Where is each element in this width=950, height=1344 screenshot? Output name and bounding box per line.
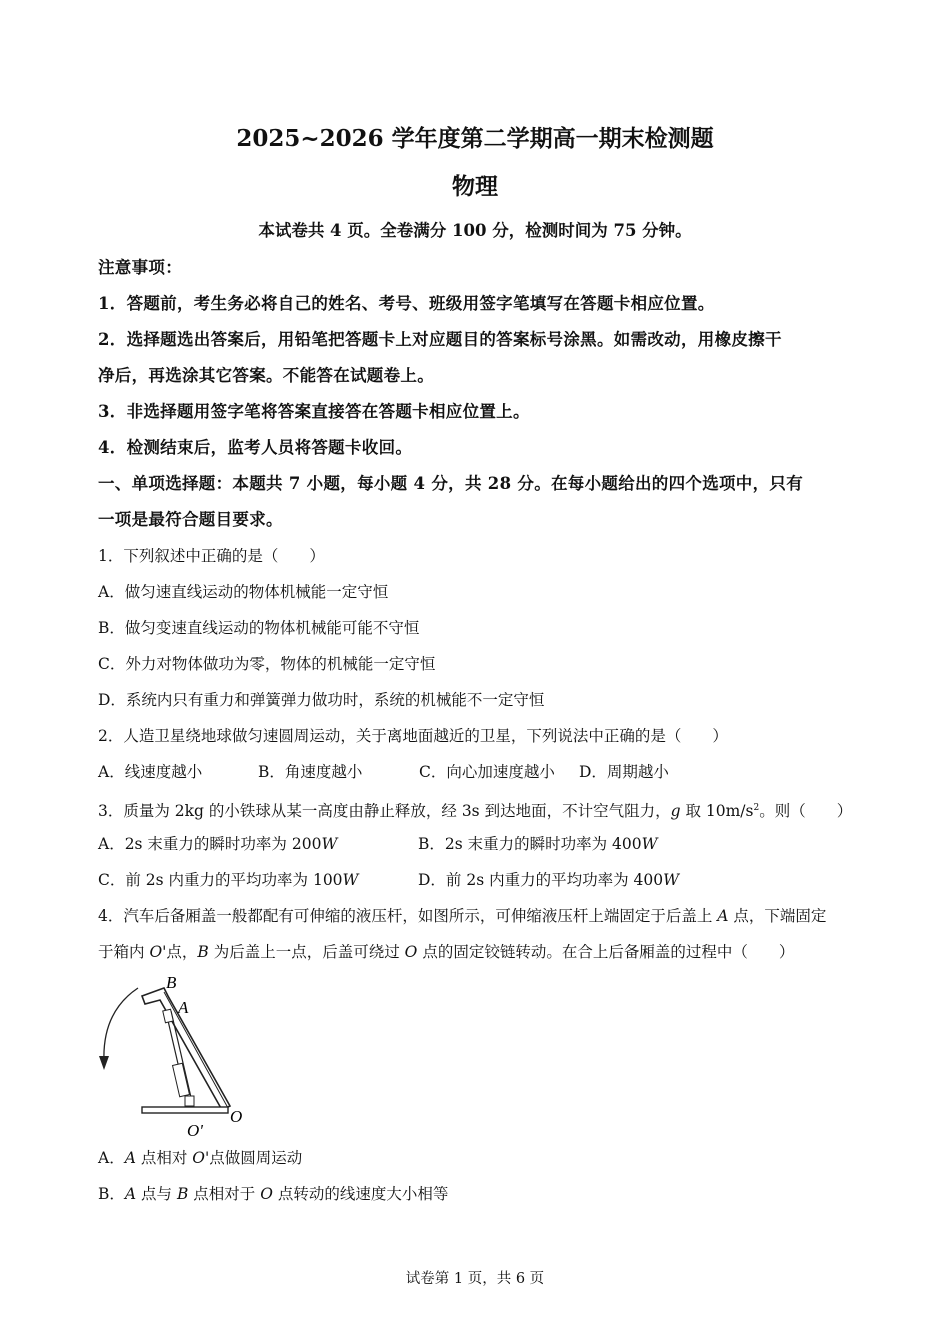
- question-4-option-b: [98, 1183, 448, 1205]
- option-text: B．2s 末重力的瞬时功率为 400: [418, 835, 642, 853]
- question-1-stem: 1．下列叙述中正确的是（ ）: [98, 547, 325, 565]
- option-text: A．: [98, 1149, 125, 1167]
- question-2-option-a: A．线速度越小: [98, 763, 203, 781]
- option-text: C．前 2s 内重力的平均功率为 100: [98, 871, 343, 889]
- question-3-option-a: [98, 833, 337, 855]
- label-b: B: [166, 973, 177, 992]
- question-1-option-d: D．系统内只有重力和弹簧弹力做功时，系统的机械能不一定守恒: [98, 691, 545, 709]
- stem-text: 为后盖上一点，后盖可绕过: [208, 943, 405, 961]
- stem-text: 点，: [166, 943, 198, 961]
- question-3-stem-text: 取 10m/s: [680, 802, 754, 821]
- stem-text: 于箱内: [98, 943, 150, 961]
- question-3-stem-text: 。则（ ）: [759, 802, 853, 821]
- rotation-arrow: [104, 988, 138, 1062]
- question-2-option-b: B．角速度越小: [258, 763, 363, 781]
- superscript: 2: [753, 803, 760, 813]
- point-b: B: [197, 943, 209, 961]
- option-text: D．前 2s 内重力的平均功率为 400: [418, 871, 664, 889]
- question-2-option-d: D．周期越小: [579, 763, 669, 781]
- option-text: 点相对: [135, 1149, 193, 1167]
- exam-intro: 本试卷共 4 页。全卷满分 100 分，检测时间为 75 分钟。: [258, 221, 692, 240]
- arrow-head-icon: [99, 1056, 109, 1070]
- section-heading-cont: 一项是最符合题目要求。: [98, 510, 283, 529]
- label-o-prime: O': [187, 1121, 203, 1140]
- notice-item: 4．检测结束后，监考人员将答题卡收回。: [98, 438, 413, 457]
- notice-item: 3．非选择题用签字笔将答案直接答在答题卡相应位置上。: [98, 402, 530, 421]
- unit-symbol: W: [321, 835, 338, 853]
- question-1-option-b: B．做匀变速直线运动的物体机械能可能不守恒: [98, 619, 420, 637]
- question-2-stem: 2．人造卫星绕地球做匀速圆周运动，关于离地面越近的卫星，下列说法中正确的是（ ）: [98, 727, 728, 745]
- option-text: 点相对于: [188, 1185, 261, 1203]
- point-a: A: [124, 1149, 136, 1167]
- point-a: A: [124, 1185, 137, 1203]
- notice-item: 2．选择题选出答案后，用铅笔把答题卡上对应题目的答案标号涂黑。如需改动，用橡皮擦干: [98, 330, 782, 349]
- question-1-option-c: C．外力对物体做功为零，物体的机械能一定守恒: [98, 655, 436, 673]
- point-o-prime: O': [192, 1149, 210, 1167]
- option-text: 点转动的线速度大小相等: [272, 1185, 449, 1203]
- point-b: B: [176, 1185, 189, 1203]
- option-text: 点做圆周运动: [209, 1149, 303, 1167]
- question-2-option-c: C．向心加速度越小: [419, 763, 555, 781]
- point-o: O: [404, 943, 418, 961]
- stem-text: 点的固定铰链转动。在合上后备厢盖的过程中（ ）: [417, 943, 795, 961]
- option-text: B．: [98, 1185, 125, 1203]
- question-3-option-c: [98, 869, 358, 891]
- exam-title: 2025~2026 学年度第二学期高一期末检测题: [236, 125, 714, 152]
- notice-item: 净后，再选涂其它答案。不能答在试题卷上。: [98, 366, 434, 385]
- point-o: O: [260, 1185, 273, 1203]
- trunk-base: [142, 1107, 228, 1113]
- question-4-stem: [98, 905, 826, 927]
- question-3-stem: [98, 797, 852, 822]
- section-heading: 一、单项选择题：本题共 7 小题，每小题 4 分，共 28 分。在每小题给出的四个选项中，只有: [98, 474, 803, 493]
- question-3-option-d: [418, 869, 679, 891]
- stem-text: 4．汽车后备厢盖一般都配有可伸缩的液压杆，如图所示，可伸缩液压杆上端固定于后盖上: [98, 907, 718, 925]
- question-4-option-a: [98, 1147, 302, 1169]
- lid-edge: [164, 992, 228, 1108]
- option-text: 点与: [136, 1185, 177, 1203]
- subject-title: 物理: [452, 173, 498, 200]
- trunk-lid-diagram: [90, 970, 260, 1140]
- gravity-symbol: g: [670, 802, 681, 821]
- page-footer: 试卷第 1 页，共 6 页: [405, 1271, 545, 1287]
- unit-symbol: W: [342, 871, 359, 889]
- label-a: A: [178, 998, 189, 1017]
- question-3-option-b: [418, 833, 658, 855]
- point-a: A: [717, 907, 729, 925]
- option-text: A．2s 末重力的瞬时功率为 200: [98, 835, 322, 853]
- unit-symbol: W: [663, 871, 680, 889]
- unit-symbol: W: [641, 835, 658, 853]
- question-4-stem-cont: [98, 941, 794, 963]
- question-1-option-a: A．做匀速直线运动的物体机械能一定守恒: [98, 583, 389, 601]
- question-3-stem-text: 3．质量为 2kg 的小铁球从某一高度由静止释放，经 3s 到达地面，不计空气阻力，: [98, 802, 671, 821]
- label-o: O: [230, 1107, 243, 1126]
- point-o-prime: O': [149, 943, 167, 961]
- notice-item: 1．答题前，考生务必将自己的姓名、考号、班级用签字笔填写在答题卡相应位置。: [98, 294, 715, 313]
- stem-text: 点，下端固定: [728, 907, 827, 925]
- notice-heading: 注意事项：: [98, 258, 182, 277]
